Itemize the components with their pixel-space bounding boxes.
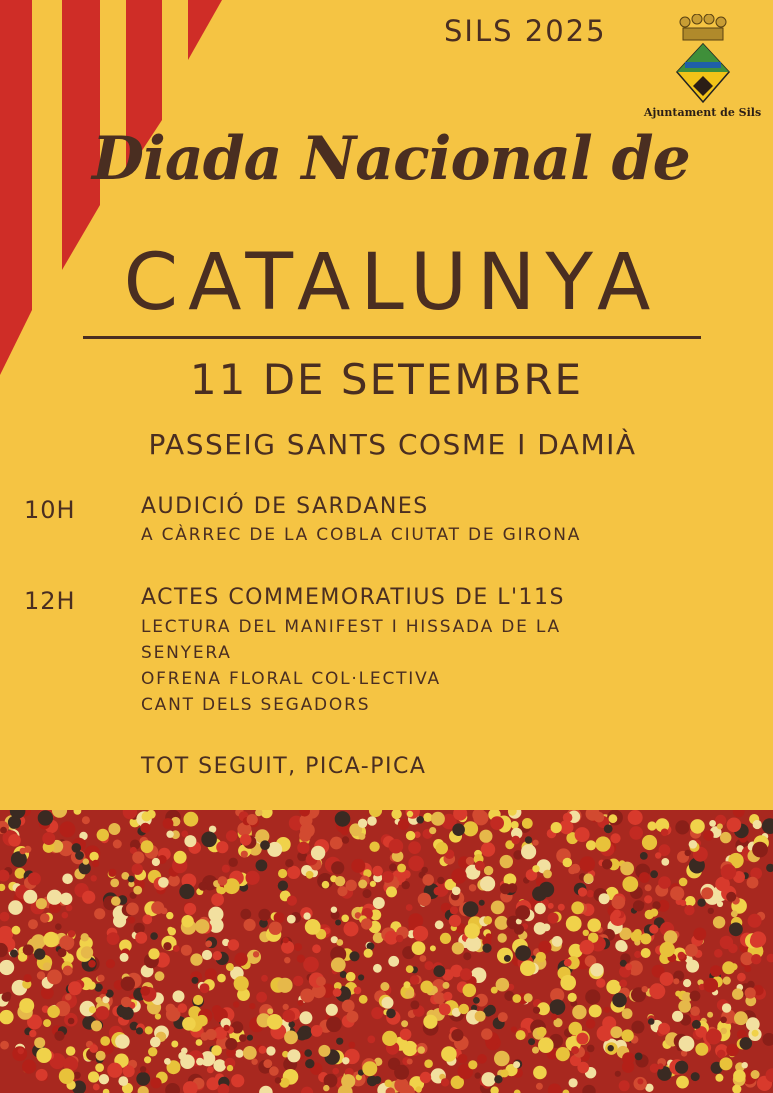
schedule-time: 10H [24,496,76,524]
title-divider [83,336,701,339]
schedule-activity-detail: LECTURA DEL MANIFEST I HISSADA DE LA [141,617,561,637]
event-title-main: CATALUNYA [123,238,661,328]
schedule-activity-detail: SENYERA [141,643,232,663]
town-council-logo [640,14,765,119]
schedule-activity-detail: A CÀRREC DE LA COBLA CIUTAT DE GIRONA [141,525,582,545]
closing-note: TOT SEGUIT, PICA-PICA [141,754,427,779]
event-date: 11 DE SETEMBRE [189,355,584,404]
event-location: PASSEIG SANTS COSME I DAMIÀ [148,428,637,461]
schedule-activity-detail: CANT DELS SEGADORS [141,695,371,715]
year-label: SILS 2025 [444,14,607,48]
schedule-activity-title: ACTES COMMEMORATIUS DE L'11S [141,585,565,610]
schedule-activity-title: AUDICIÓ DE SARDANES [141,494,429,519]
logo-caption: Ajuntament de Sils [643,106,762,119]
coat-of-arms-icon [675,14,731,104]
crowd-photo [0,810,773,1093]
event-title-script: Diada Nacional de [92,124,690,194]
schedule-time: 12H [24,587,76,615]
schedule-activity-detail: OFRENA FLORAL COL·LECTIVA [141,669,441,689]
senyera-stripes-decoration [0,0,240,390]
